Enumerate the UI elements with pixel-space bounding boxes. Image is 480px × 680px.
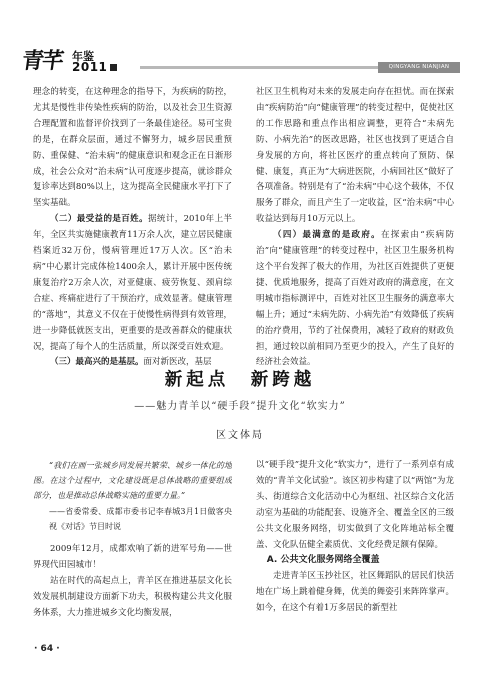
paragraph: （三）最高兴的是基层。面对新医改，基层 xyxy=(50,357,212,368)
article-title: 新起点 新跨越 xyxy=(164,370,316,390)
upper-left-column xyxy=(33,85,232,371)
paragraph: 社区卫生机构对未来的发展走向存在担忧。而在探索由“疾病防治”向“健康管理”的转变过程中，促使社区的工作思路和重点作出相应调整，更符合“未病先防、小病先治”的医改思路，社区也找到了更适合自身发展的方向，将社区医疗的重点转向了预防、保健、康复，真正为“大病进医院，小病回社区”做好了各项准备。特别是有了“治未病”中心这个载体，不仅服务了群众，而且产生了一定收益，区“治未病”中心收益达到每月10万元以上。 xyxy=(256,87,454,225)
page-number: · 64 · xyxy=(34,644,60,654)
quote-source: ——省委常委、成都市委书记李春城3月1日做客央视《对话》节目时说 xyxy=(49,506,232,531)
section-heading: A. 公共文化服务网络全覆盖 xyxy=(266,555,380,566)
header-rule xyxy=(140,66,378,69)
paragraph: 站在时代的高起点上，青羊区在推进基层文化长效发展机制建设方面新下功夫，积极构建公共文化服务体系，大力推进城乡文化均衡发展， xyxy=(33,575,232,618)
logo-yearbook-label: 年鉴 xyxy=(72,50,94,63)
lead-quote: “我们在画一张城乡同发展共繁荣、城乡一体化的地图。在这个过程中，文化建设既是总体战略的重要组成部分，也是推动总体战略实施的重要力量。” xyxy=(33,461,232,501)
yearbook-logo xyxy=(22,46,134,76)
paragraph: （二）最受益的是百姓。据统计，2010年上半年，全区共实施健康教育11万余人次，建立居民健康档案近32万份，慢病管理近17万人次。区“治未病”中心累计完成体检1400余人，累计开展中医传统康复治疗2万余人次，对亚健康、疲劳恢复、颈肩综合症、疼痛症进行了干预治疗，成效显著。健康管理的“落地”，其意义不仅在于使慢性病得到有效管理，进一步降低就医支出，更重要的是改善群众的健康状况，提高了每个人的生活质量，所以深受百姓欢迎。 xyxy=(33,214,232,352)
article-right-column xyxy=(256,458,454,617)
paragraph: 理念的转变，在这种理念的指导下，为疾病的防控，尤其是慢性非传染性疾病的防治，以及社会卫生资源合理配置和监督评价找到了一条最佳途径。易可宝贵的是，在群众层面，通过不懈努力，城乡居民重预防、重保健、“治未病”的健康意识和观念正在日渐形成，社会公众对“治未病”认可度逐步提高，就诊群众复诊率达到80%以上，这为提高全民健康水平打下了坚实基础。 xyxy=(33,87,232,209)
paragraph: 以“硬手段”提升文化“软实力”，进行了一系列卓有成效的“青羊文化试验”。该区初步构建了以“两馆”为龙头、街道综合文化活动中心为枢纽、社区综合文化活动室为基础的功能配套、设施齐全、覆盖全区的三级公共文化服务网络，切实做到了文化阵地站标全覆盖、文化队伍健全素质优、文化经费足额有保障。 xyxy=(256,460,454,550)
lead-phrase: （四）最满意的是政府。 xyxy=(273,230,381,241)
logo-year: 2011 xyxy=(72,60,108,74)
lead-phrase: （三）最高兴的是基层。 xyxy=(50,357,144,368)
paragraph: 走进青羊区玉抄社区，社区舞蹈队的居民们快活地在广场上跳着健身舞，优美的舞姿引来阵阵掌声。如今，在这个有着1万多居民的新型社 xyxy=(256,571,454,614)
logo-square-mark xyxy=(110,64,117,71)
logo-calligraphy: 青芊 xyxy=(20,48,64,74)
lead-phrase: （二）最受益的是百姓。 xyxy=(50,214,148,225)
header-band: QINGYANG NIANJIAN xyxy=(378,62,460,73)
upper-right-column xyxy=(256,85,454,371)
paragraph: 2009年12月，成都欢响了新的进军号角——世界现代田园城市！ xyxy=(33,544,232,570)
paragraph: （四）最满意的是政府。在探索由“疾病防治”向“健康管理”的转变过程中，社区卫生服务机构这个平台发挥了极大的作用，为社区百姓提供了更便捷、优质地服务，提高了百姓对政府的满意度，在文明城市指标测评中，百姓对社区卫生服务的满意率大幅上升；通过“未病先防、小病先治”有效降低了疾病的治疗费用，节约了社保费用，减轻了政府的财政负担，通过较以前相同乃至更少的投入，产生了良好的经济社会效益。 xyxy=(256,230,454,368)
article-author: 区文体局 xyxy=(216,430,264,441)
article-left-column xyxy=(33,458,232,622)
article-subtitle: ——魅力青羊以“硬手段”提升文化“软实力” xyxy=(134,401,346,412)
